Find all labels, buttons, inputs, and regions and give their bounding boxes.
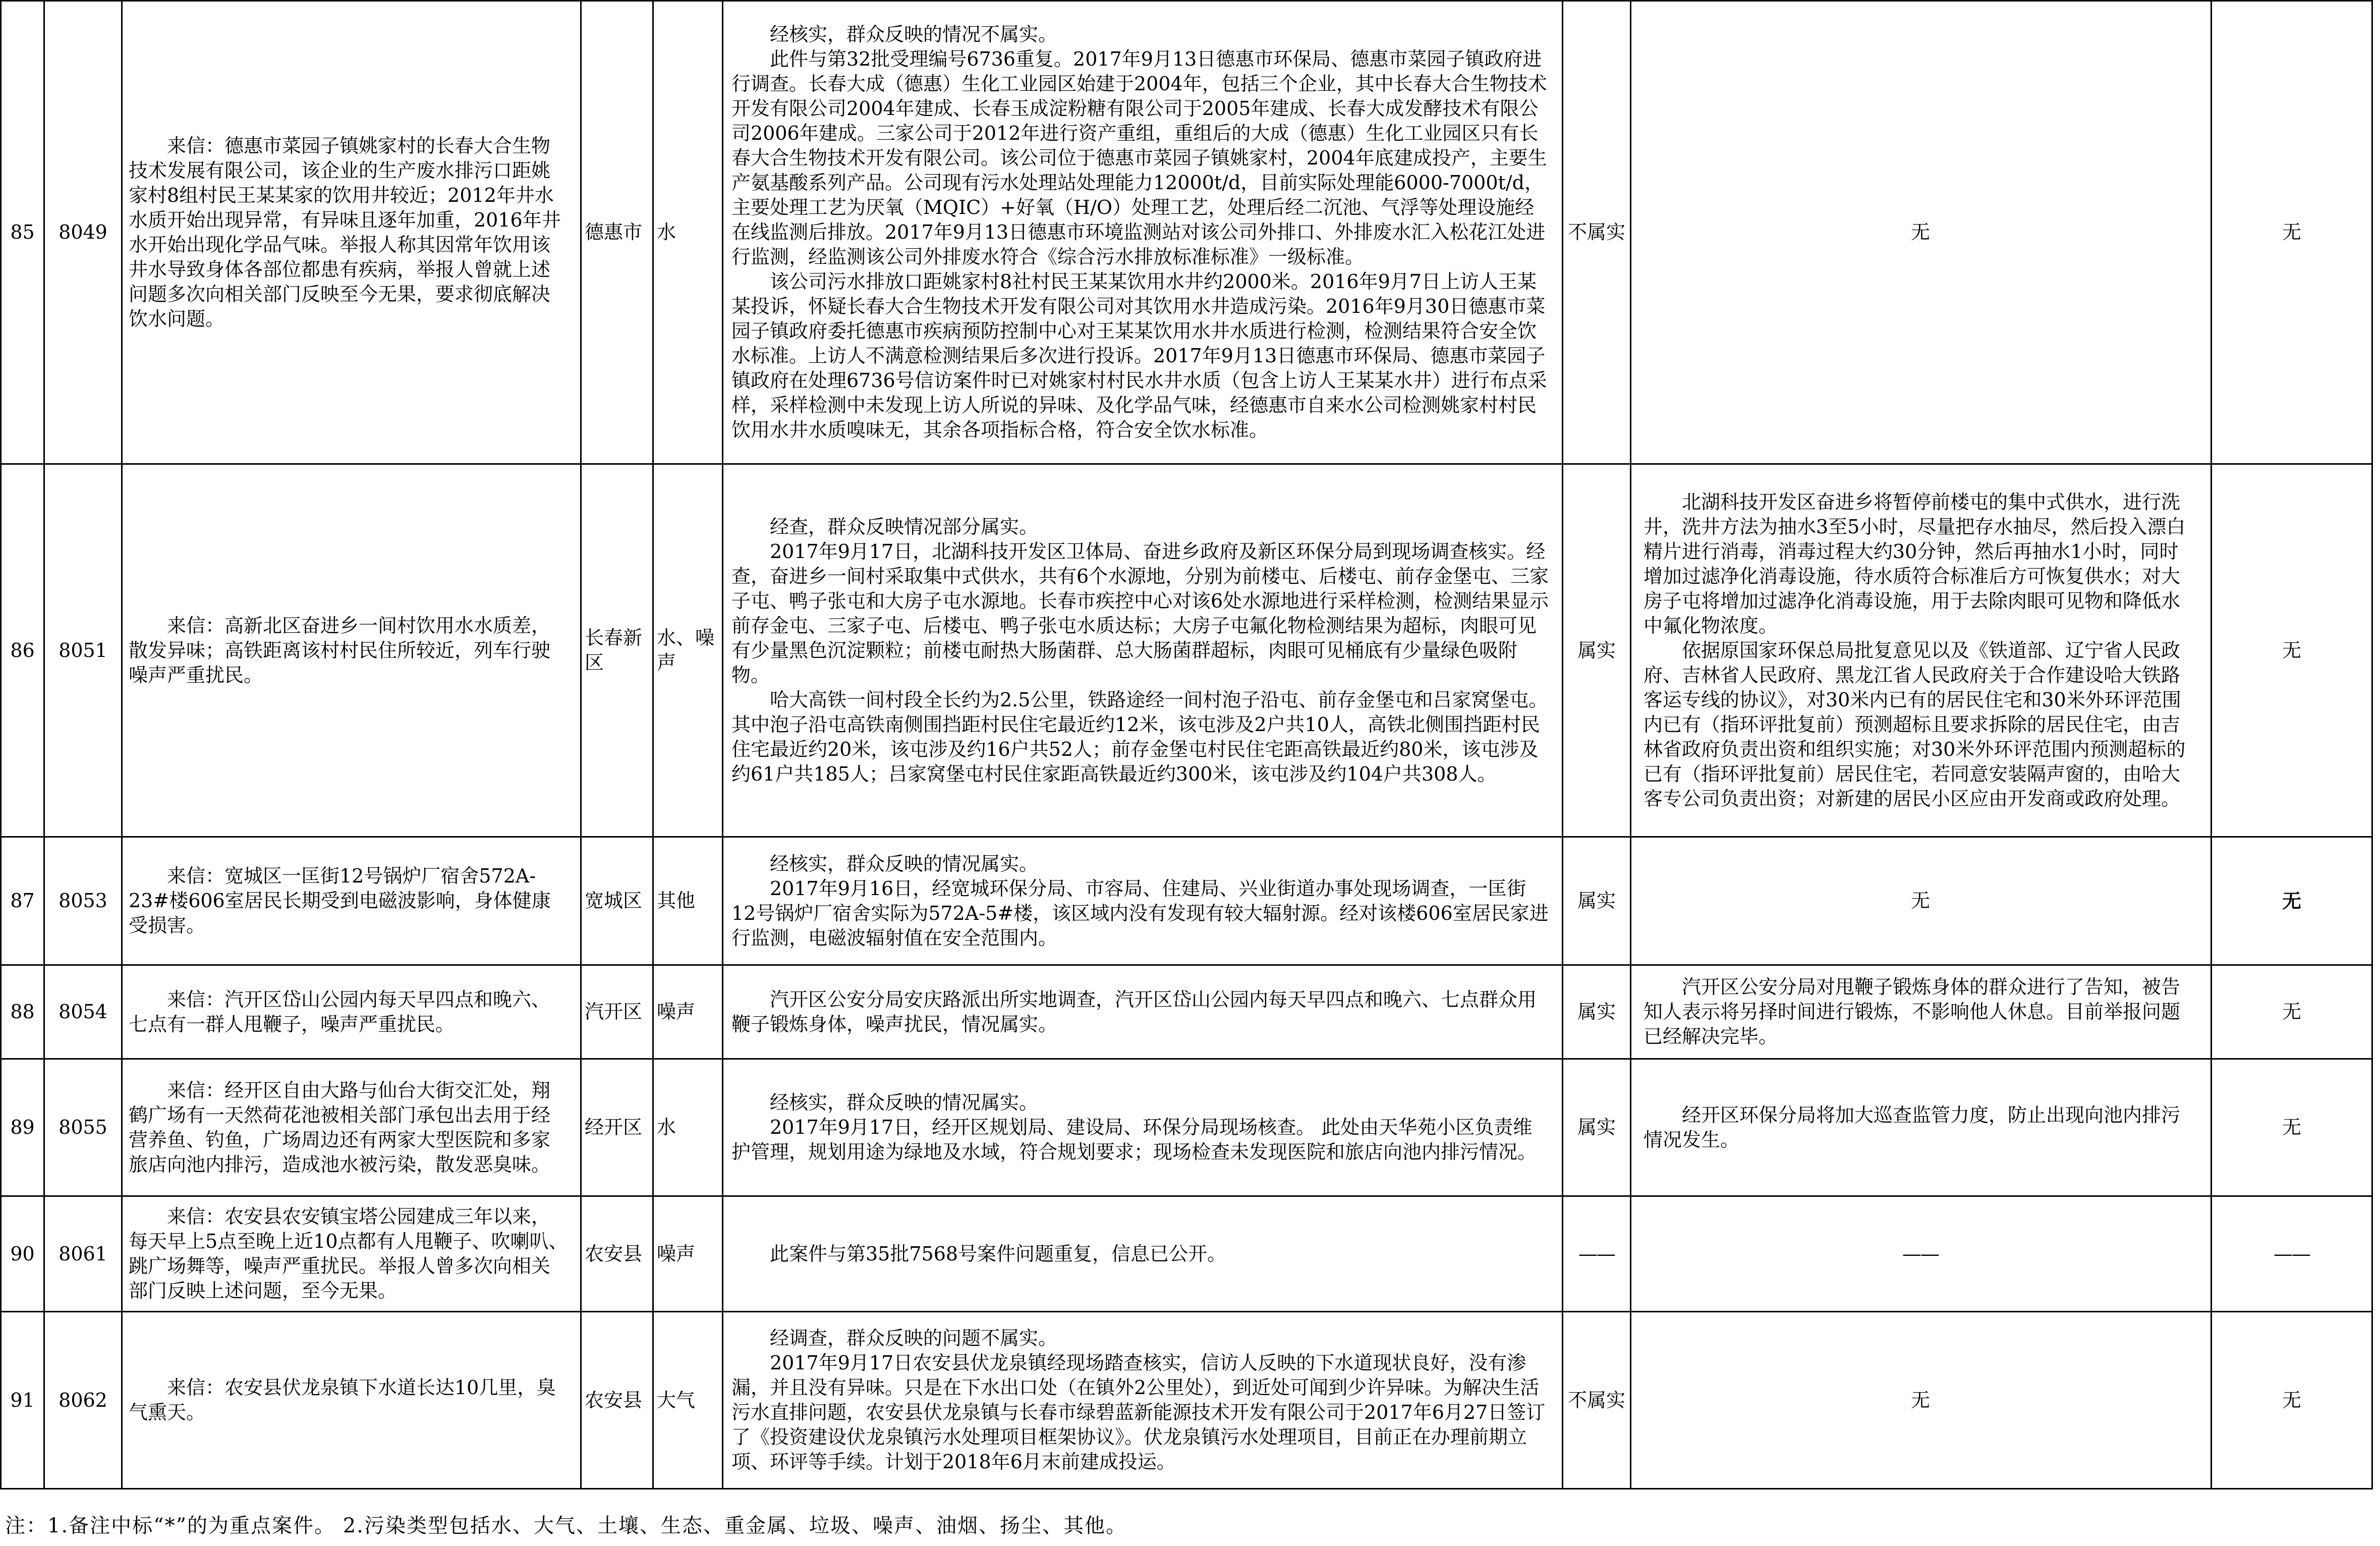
action-paragraph: 依据原国家环保总局批复意见以及《铁道部、辽宁省人民政府、吉林省人民政府、黑龙江省人民政府关于合作建设哈大铁路客运专线的协议》，对30米内已有的居民住宅和30米外环评范围内已有（指环评批复前）预测超标且要求拆除的居民住宅，由吉林省政府负责出资和组织实施；对30米外环评范围内预测超标的已有（指环评批复前）居民住宅，若同意安装隔声窗的，由哈大客专公司负责出资；对新建的居民小区应由开发商或政府处理。 [1644,639,2186,810]
district: 德惠市 [581,1,653,464]
pollution-type: 水、噪声 [653,464,723,837]
result-paragraph: 2017年9月17日，北湖科技开发区卫体局、奋进乡政府及新区环保分局到现场调查核实。经查，奋进乡一间村采取集中式供水，共有6个水源地，分别为前楼屯、后楼屯、前存金堡屯、三家子屯、鸭子张屯和大房子屯水源地。长春市疾控中心对该6处水源地进行采样检测，检测结果显示前存金屯、三家子屯、后楼屯、鸭子张屯水质达标；大房子屯氟化物检测结果为超标，肉眼可见有少量黑色沉淀颗粒；前楼屯耐热大肠菌群、总大肠菌群超标，肉眼可见桶底有少量绿色吸附物。 [731,540,1549,686]
pollution-type: 水 [653,1059,723,1196]
investigation-result [723,1059,1563,1196]
complaint-letter: 来信：宽城区一匡街12号锅炉厂宿舍572A-23#楼606室居民长期受到电磁波影响，身体健康受损害。 [122,837,581,965]
handling-measures [1631,965,2212,1059]
verification-status: —— [1563,1196,1631,1312]
action-paragraph: 经开区环保分局将加大巡查监管力度，防止出现向池内排污情况发生。 [1644,1103,2181,1151]
result-paragraph: 2017年9月17日，经开区规划局、建设局、环保分局现场核查。 此处由天华苑小区负责维护管理，规划用途为绿地及水域，符合规划要求；现场检查未发现医院和旅店向池内排污情况。 [731,1116,1537,1163]
table-row [1,1059,2372,1196]
complaint-letter: 来信：农安县农安镇宝塔公园建成三年以来，每天早上5点至晚上近10点都有人甩鞭子、吹喇叭、跳广场舞等，噪声严重扰民。举报人曾多次向相关部门反映上述问题，至今无果。 [122,1196,581,1312]
accountability-flag: 无 [2212,965,2372,1059]
investigation-result [723,837,1563,965]
pollution-type: 其他 [653,837,723,965]
result-paragraph: 哈大高铁一间村段全长约为2.5公里，铁路途经一间村泡子沿屯、前存金堡屯和吕家窝堡屯。其中泡子沿屯高铁南侧围挡距村民住宅最近约12米，该屯涉及2户共10人，高铁北侧围挡距村民住宅最近约20米，该屯涉及约16户共52人；前存金堡屯村民住宅距高铁最近约80米，该屯涉及约61户共185人；吕家窝堡屯村民住家距高铁最近约300米，该屯涉及约104户共308人。 [731,688,1548,785]
handling-measures [1631,837,2212,965]
table-row [1,1196,2372,1312]
result-paragraph: 经查，群众反映情况部分属实。 [770,515,1039,538]
accountability-flag: 无 [2212,1059,2372,1196]
action-text: 无 [1910,221,1930,243]
verification-status: 属实 [1563,837,1631,965]
result-paragraph: 经核实，群众反映的情况属实。 [770,1091,1039,1114]
table-row [1,1312,2372,1489]
pollution-type: 噪声 [653,965,723,1059]
row-number: 89 [1,1059,44,1196]
verification-status: 属实 [1563,464,1631,837]
investigation-result [723,1312,1563,1489]
row-number: 91 [1,1312,44,1489]
result-paragraph: 该公司污水排放口距姚家村8社村民王某某饮用水井约2000米。2016年9月7日上访人王某某投诉，怀疑长春大合生物技术开发有限公司对其饮用水井造成污染。2016年9月30日德惠市菜园子镇政府委托德惠市疾病预防控制中心对王某某饮用水井水质进行检测，检测结果符合安全饮水标准。上访人不满意检测结果后多次进行投诉。2017年9月13日德惠市环保局、德惠市菜园子镇政府在处理6736号信访案件时已对姚家村村民水井水质（包含上访人王某某水井）进行布点采样，采样检测中未发现上访人所说的异味、及化学品气味，经德惠市自来水公司检测姚家村村民饮用水井水质嗅味无，其余各项指标合格，符合安全饮水标准。 [731,270,1547,441]
handling-measures [1631,1312,2212,1489]
accountability-flag: 无 [2212,464,2372,837]
verification-status: 不属实 [1563,1,1631,464]
action-paragraph: 北湖科技开发区奋进乡将暂停前楼屯的集中式供水，进行洗井，洗井方法为抽水3至5小时，尽量把存水抽尽，然后投入漂白精片进行消毒，消毒过程大约30分钟，然后再抽水1小时，同时增加过滤净化消毒设施，待水质符合标准后方可恢复供水；对大房子屯将增加过滤净化消毒设施，用于去除肉眼可见物和降低水中氟化物浓度。 [1644,490,2186,637]
district: 汽开区 [581,965,653,1059]
table-row [1,965,2372,1059]
complaint-letter: 来信：德惠市菜园子镇姚家村的长春大合生物技术发展有限公司，该企业的生产废水排污口距姚家村8组村民王某某家的饮用井较近；2012年井水水质开始出现异常，有异味且逐年加重，2016年井水开始出现化学品气味。举报人称其因常年饮用该井水导致身体各部位都患有疾病，举报人曾就上述问题多次向相关部门反映至今无果，要求彻底解决饮水问题。 [122,1,581,464]
investigation-result [723,965,1563,1059]
result-paragraph: 经调查，群众反映的问题不属实。 [770,1327,1058,1349]
handling-measures [1631,464,2212,837]
row-number: 86 [1,464,44,837]
row-number: 88 [1,965,44,1059]
pollution-type: 大气 [653,1312,723,1489]
complaint-letter: 来信：高新北区奋进乡一间村饮用水水质差，散发异味；高铁距离该村村民住所较近，列车行驶噪声严重扰民。 [122,464,581,837]
investigation-result [723,1196,1563,1312]
case-id: 8053 [44,837,122,965]
case-id: 8049 [44,1,122,464]
investigation-result [723,464,1563,837]
verification-status: 不属实 [1563,1312,1631,1489]
case-id: 8051 [44,464,122,837]
table-row [1,837,2372,965]
result-paragraph: 此件与第32批受理编号6736重复。2017年9月13日德惠市环保局、德惠市菜园子镇政府进行调查。长春大成（德惠）生化工业园区始建于2004年，包括三个企业，其中长春大合生物技术开发有限公司2004年建成、长春玉成淀粉糖有限公司于2005年建成、长春大成发酵技术有限公司2006年建成。三家公司于2012年进行资产重组，重组后的大成（德惠）生化工业园区只有长春大合生物技术开发有限公司。该公司位于德惠市菜园子镇姚家村，2004年底建成投产，主要生产氨基酸系列产品。公司现有污水处理站处理能力12000t/d，目前实际处理能6000-7000t/d，主要处理工艺为厌氧（MQIC）+好氧（H/O）处理工艺，处理后经二沉池、气浮等处理设施经在线监测后排放。2017年9月13日德惠市环境监测站对该公司外排口、外排废水汇入松花江处进行监测，经监测该公司外排废水符合《综合污水排放标准标准》一级标准。 [731,48,1547,268]
handling-measures [1631,1059,2212,1196]
action-text: 无 [1910,890,1930,912]
complaint-letter: 来信：汽开区岱山公园内每天早四点和晚六、七点有一群人甩鞭子，噪声严重扰民。 [122,965,581,1059]
action-paragraph: 汽开区公安分局对甩鞭子锻炼身体的群众进行了告知，被告知人表示将另择时间进行锻炼，不影响他人休息。目前举报问题已经解决完毕。 [1644,976,2181,1047]
verification-status: 属实 [1563,1059,1631,1196]
action-text: 无 [1910,1389,1930,1411]
handling-measures [1631,1196,2212,1312]
row-number: 85 [1,1,44,464]
handling-measures [1631,1,2212,464]
table-row [1,1,2372,464]
case-id: 8055 [44,1059,122,1196]
result-paragraph: 2017年9月17日农安县伏龙泉镇经现场踏查核实，信访人反映的下水道现状良好，没有渗漏，并且没有异味。只是在下水出口处（在镇外2公里处），到近处可闻到少许异味。为解决生活污水直排问题，农安县伏龙泉镇与长春市绿碧蓝新能源技术开发有限公司于2017年6月27日签订了《投资建设伏龙泉镇污水处理项目框架协议》。伏龙泉镇污水处理项目，目前正在办理前期立项、环评等手续。计划于2018年6月末前建成投运。 [731,1352,1546,1473]
case-id: 8061 [44,1196,122,1312]
complaint-letter: 来信：农安县伏龙泉镇下水道长达10几里，臭气熏天。 [122,1312,581,1489]
action-text: —— [1902,1242,1939,1265]
pollution-type: 噪声 [653,1196,723,1312]
investigation-result [723,1,1563,464]
accountability-flag: 无 [2212,837,2372,965]
table-row [1,464,2372,837]
district: 经开区 [581,1059,653,1196]
complaint-letter: 来信：经开区自由大路与仙台大街交汇处，翔鹤广场有一天然荷花池被相关部门承包出去用于经营养鱼、钓鱼，广场周边还有两家大型医院和多家旅店向池内排污，造成池水被污染，散发恶臭味。 [122,1059,581,1196]
verification-status: 属实 [1563,965,1631,1059]
result-paragraph: 经核实，群众反映的情况属实。 [770,852,1039,875]
district: 农安县 [581,1196,653,1312]
district: 宽城区 [581,837,653,965]
district: 农安县 [581,1312,653,1489]
footer-note: 注：1.备注中标“*”的为重点案件。 2.污染类型包括水、大气、土壤、生态、重金属、垃圾、噪声、油烟、扬尘、其他。 [5,1514,1127,1537]
district: 长春新区 [581,464,653,837]
case-id: 8062 [44,1312,122,1489]
result-paragraph: 此案件与第35批7568号案件问题重复，信息已公开。 [770,1242,1227,1265]
result-paragraph: 2017年9月16日，经宽城环保分局、市容局、住建局、兴业街道办事处现场调查，一匡街12号锅炉厂宿舍实际为572A-5#楼，该区域内没有发现有较大辐射源。经对该楼606室居民家进行监测，电磁波辐射值在安全范围内。 [731,877,1549,949]
case-id: 8054 [44,965,122,1059]
row-number: 87 [1,837,44,965]
result-paragraph: 汽开区公安分局安庆路派出所实地调查，汽开区岱山公园内每天早四点和晚六、七点群众用鞭子锻炼身体，噪声扰民，情况属实。 [731,988,1537,1035]
pollution-type: 水 [653,1,723,464]
accountability-flag: 无 [2212,1,2372,464]
result-paragraph: 经核实，群众反映的情况不属实。 [770,23,1058,45]
accountability-flag: —— [2212,1196,2372,1312]
row-number: 90 [1,1196,44,1312]
accountability-flag: 无 [2212,1312,2372,1489]
